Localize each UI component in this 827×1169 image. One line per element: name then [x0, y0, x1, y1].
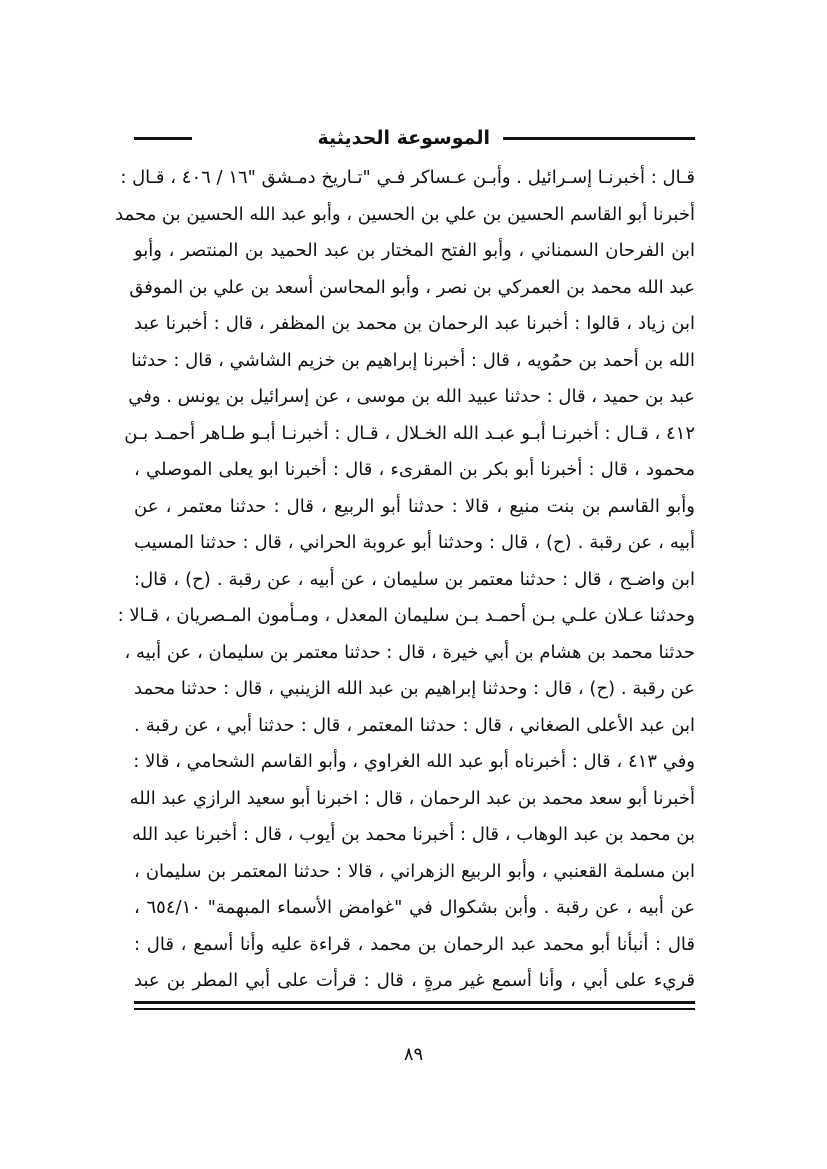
- text-line: ابن زياد ، قالوا : أخبرنا عبد الرحمان بن محمد بن المظفر ، قال : أخبرنا عبد: [134, 313, 695, 334]
- text-line: بن محمد بن عبد الوهاب ، قال : أخبرنا محمد بن أيوب ، قال : أخبرنا عبد الله: [132, 824, 695, 845]
- text-line: وفي ٤١٣ ، قال : أخبرناه أبو عبد الله الغراوي ، وأبو القاسم الشحامي ، قالا :: [133, 751, 695, 772]
- text-line: محمود ، قال : أخبرنا أبو بكر بن المقرىء ، قال : أخبرنا ابو يعلى الموصلي ،: [134, 459, 695, 480]
- text-line: ابن عبد الأعلى الصغاني ، قال : حدثنا المعتمر ، قال : حدثنا أبي ، عن رقبة .: [134, 714, 695, 736]
- text-line: عن رقبة . (ح) ، قال : وحدثنا إبراهيم بن عبد الله الزينبي ، قال : حدثنا محمد: [134, 678, 695, 699]
- text-line: ابن الفرحان السمناني ، وأبو الفتح المختار بن عبد الحميد بن المنتصر ، وأبو: [134, 240, 695, 261]
- header-rule-right: [503, 137, 695, 140]
- text-line: عبد بن حميد ، قال : حدثنا عبيد الله بن موسى ، عن إسرائيل بن يونس . وفي: [128, 386, 695, 407]
- text-line: وحدثنا عـلان علـي بـن أحمـد بـن سليمان المعدل ، ومـأمون المـصريان ، قـالا :: [117, 605, 695, 626]
- text-line: الله بن أحمد بن حمُويه ، قال : أخبرنا إبراهيم بن خزيم الشاشي ، قال : حدثنا: [131, 349, 695, 371]
- text-line: قريء على أبي ، وأنا أسمع غير مرةٍ ، قال : قرأت على أبي المطر بن عبد: [134, 970, 695, 991]
- text-line: أبيه ، عن رقبة . (ح) ، قال : وحدثنا أبو عروبة الحراني ، قال : حدثنا المسيب: [134, 532, 695, 553]
- text-line: عبد الله محمد بن العمركي بن نصر ، وأبو المحاسن أسعد بن علي بن الموفق: [129, 276, 695, 298]
- text-line: قال : أنبأنا أبو محمد عبد الرحمان بن محمد ، قراءة عليه وأنا أسمع ، قال :: [134, 933, 695, 955]
- running-header: [134, 126, 695, 150]
- footer-rule-thin: [134, 1008, 695, 1010]
- page-number: ٨٩: [403, 1044, 424, 1065]
- text-line: أخبرنا أبو سعد محمد بن عبد الرحمان ، قال : اخبرنا أبو سعيد الرازي عبد الله: [129, 787, 695, 809]
- main-text: [115, 160, 695, 1000]
- text-line: حدثنا محمد بن هشام بن أبي خيرة ، قال : حدثنا معتمر بن سليمان ، عن أبيه ،: [124, 641, 695, 663]
- header-rule-left: [134, 137, 192, 140]
- text-line: ٤١٢ ، قـال : أخبرنـا أبـو عبـد الله الخـلال ، قـال : أخبرنـا أبـو طـاهر أحمـد بـن: [124, 422, 695, 444]
- footer-rule-thick: [134, 1001, 695, 1004]
- header-title: الموسوعة الحديثية: [317, 127, 490, 149]
- text-line: ابن واضـح ، قال : حدثنا معتمر بن سليمان ، عن أبيه ، عن رقبة . (ح) ، قال:: [134, 568, 695, 590]
- text-line: أخبرنا أبو القاسم الحسين بن علي بن الحسين ، وأبو عبد الله الحسين بن محمد: [115, 203, 695, 225]
- text-line: وأبو القاسم بن بنت منيع ، قالا : حدثنا أبو الربيع ، قال : حدثنا معتمر ، عن: [134, 495, 695, 517]
- text-line: عن أبيه ، عن رقبة . وأبن بشكوال في "غوامض الأسماء المبهمة" ٦٥٤/١٠ ،: [134, 897, 695, 918]
- text-line: ابن مسلمة القعنبي ، وأبو الربيع الزهراني ، قالا : حدثنا المعتمر بن سليمان ،: [134, 860, 695, 882]
- text-line: قـال : أخبرنـا إسـرائيل . وأبـن عـساكر فـي "تـاريخ دمـشق "١٦ / ٤٠٦ ، قـال :: [120, 167, 695, 188]
